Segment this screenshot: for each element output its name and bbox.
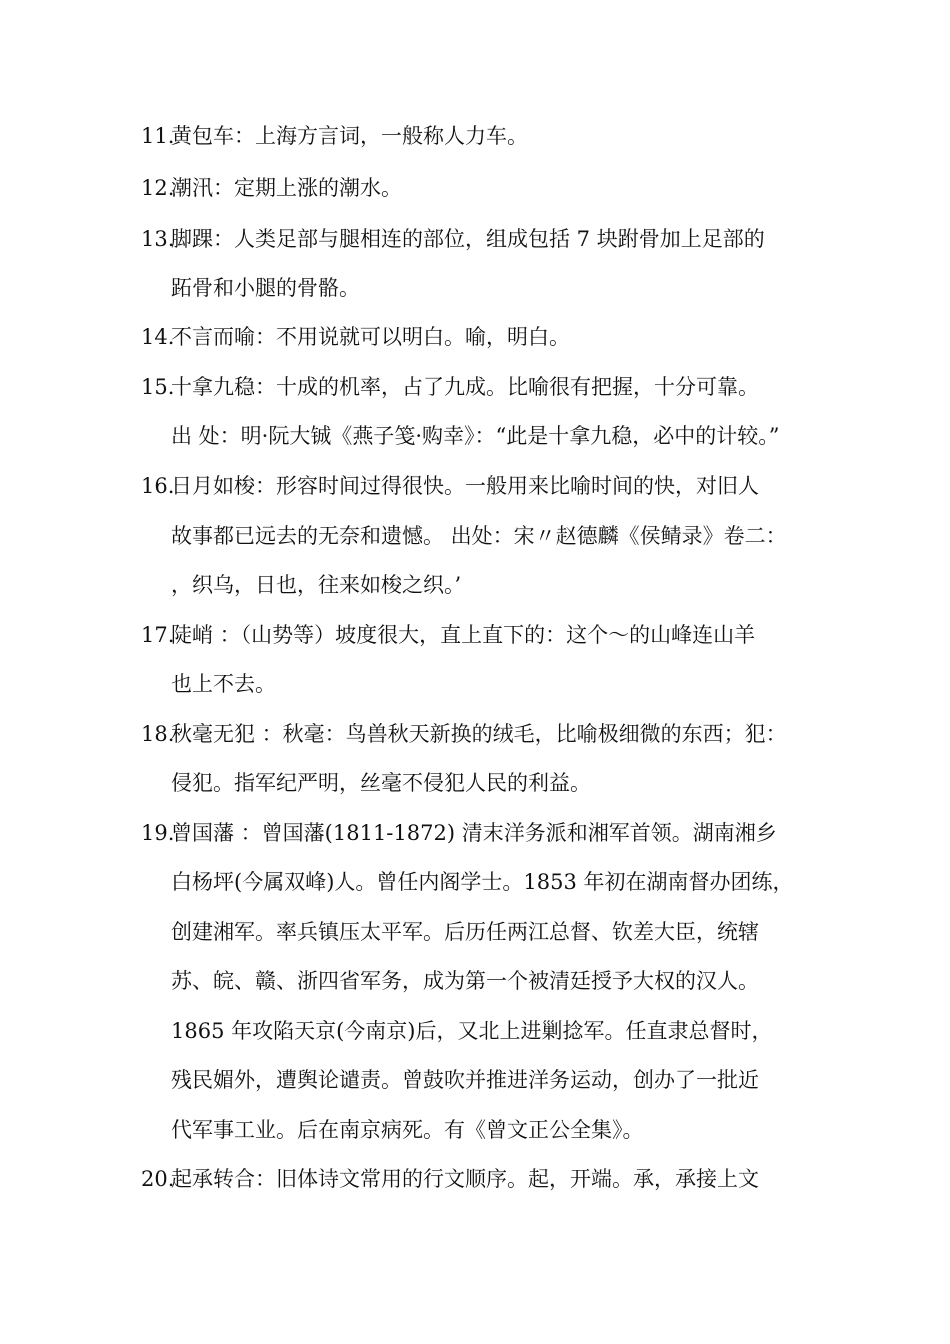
entry-13-line-1 xyxy=(141,224,765,254)
entry-11-line-1 xyxy=(141,121,528,151)
entry-19-line-3: 创建湘军。率兵镇压太平军。后历任两江总督、钦差大臣，统辖 xyxy=(171,920,759,944)
entry-text: 陡峭 ：（山势等）坡度很大，直上直下的：这个～的山峰连山羊 xyxy=(171,623,756,647)
entry-18-line-2: 侵犯。指军纪严明，丝毫不侵犯人民的利益。 xyxy=(171,771,591,795)
entry-number: 17. xyxy=(141,623,175,647)
entry-15-line-2: 出 处：明·阮大铖《燕子笺·购幸》：“此是十拿九稳，必中的计较。” xyxy=(171,424,780,448)
entry-18-line-1 xyxy=(141,719,787,749)
entry-text: 曾国藩 ：曾国藩(1811-1872) 清末洋务派和湘军首领。湖南湘乡 xyxy=(171,821,777,845)
entry-text: 脚踝：人类足部与腿相连的部位，组成包括 7 块跗骨加上足部的 xyxy=(171,227,765,251)
entry-19-line-7: 代军事工业。后在南京病死。有《曾文正公全集》。 xyxy=(171,1118,644,1142)
entry-17-line-2: 也上不去。 xyxy=(171,672,276,696)
entry-16-line-2: 故事都已远去的无奈和遗憾。 出处：宋〃赵德麟《侯鲭录》卷二： xyxy=(171,524,787,548)
entry-15-line-1 xyxy=(141,372,759,402)
entry-text: 十拿九稳：十成的机率，占了九成。比喻很有把握，十分可靠。 xyxy=(171,375,759,399)
entry-text: 黄包车：上海方言词，一般称人力车。 xyxy=(171,124,528,148)
entry-number: 12. xyxy=(141,176,175,200)
entry-text: 日月如梭：形容时间过得很快。一般用来比喻时间的快，对旧人 xyxy=(171,474,759,498)
entry-text: 起承转合：旧体诗文常用的行文顺序。起，开端。承，承接上文 xyxy=(171,1167,759,1191)
entry-19-line-4: 苏、皖、赣、浙四省军务，成为第一个被清廷授予大权的汉人。 xyxy=(171,969,759,993)
entry-19-line-2: 白杨坪(今属双峰)人。曾任内阁学士。1853 年初在湖南督办团练， xyxy=(171,870,794,894)
entry-number: 13. xyxy=(141,227,175,251)
entry-text: 不言而喻：不用说就可以明白。喻，明白。 xyxy=(171,325,570,349)
entry-19-line-6: 残民媚外，遭舆论谴责。曾鼓吹并推进洋务运动，创办了一批近 xyxy=(171,1068,759,1092)
entry-number: 11. xyxy=(141,124,175,148)
entry-text: 秋毫无犯 ：秋毫：鸟兽秋天新换的绒毛，比喻极细微的东西；犯： xyxy=(171,722,787,746)
entry-number: 19. xyxy=(141,821,175,845)
entry-13-line-2: 跖骨和小腿的骨骼。 xyxy=(171,276,360,300)
entry-number: 15. xyxy=(141,375,175,399)
entry-16-line-1 xyxy=(141,471,759,501)
entry-20-line-1 xyxy=(141,1164,759,1194)
entry-number: 14. xyxy=(141,325,175,349)
entry-number: 16. xyxy=(141,474,175,498)
entry-19-line-5: 1865 年攻陷天京(今南京)后，又北上进剿捻军。任直隶总督时， xyxy=(171,1019,773,1043)
entry-number: 18. xyxy=(141,722,175,746)
entry-17-line-1 xyxy=(141,620,755,650)
entry-16-line-3: ，织乌，日也，往来如梭之织。’ xyxy=(171,573,462,597)
entry-12-line-1 xyxy=(141,173,402,203)
entry-19-line-1 xyxy=(141,818,777,848)
entry-text: 潮汛：定期上涨的潮水。 xyxy=(171,176,402,200)
entry-14-line-1 xyxy=(141,322,570,352)
entry-number: 20. xyxy=(141,1167,175,1191)
